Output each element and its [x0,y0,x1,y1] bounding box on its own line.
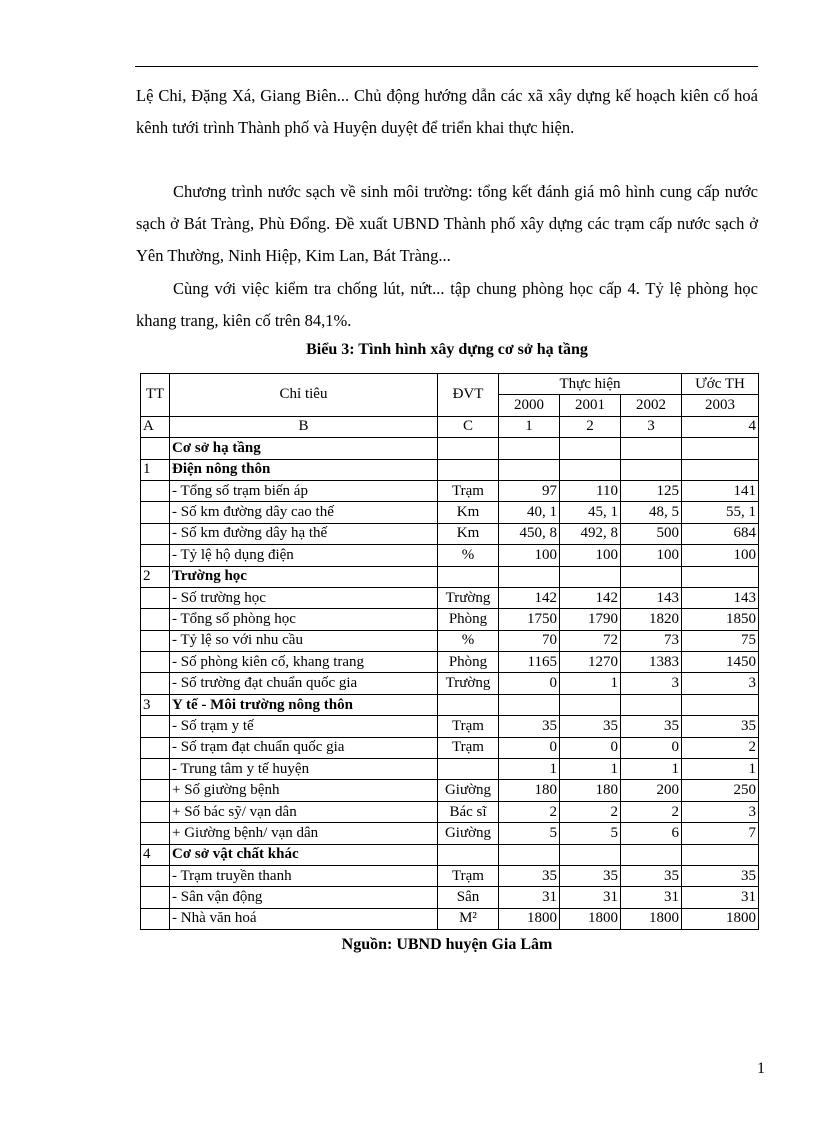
table-row [141,887,759,908]
row-value-2000: 1 [499,759,560,780]
row-value-2002 [621,566,682,587]
row-value-2000 [499,566,560,587]
header-2000: 2000 [499,395,560,416]
row-name: - Tỷ lệ hộ dụng điện [170,545,438,566]
row-value-2003: 7 [682,823,759,844]
table-row [141,759,759,780]
row-value-2003: 35 [682,865,759,886]
row-value-2002: 200 [621,780,682,801]
header-3: 3 [621,416,682,437]
row-unit: % [438,545,499,566]
row-name: Trường học [170,566,438,587]
row-unit: Trường [438,587,499,608]
row-value-2001: 35 [560,716,621,737]
table-row [141,865,759,886]
row-value-2002: 6 [621,823,682,844]
row-value-2001: 1800 [560,908,621,929]
row-unit: Trường [438,673,499,694]
row-value-2003 [682,694,759,715]
row-value-2001: 5 [560,823,621,844]
row-value-2003 [682,459,759,480]
row-tt [141,673,170,694]
row-value-2003: 100 [682,545,759,566]
table-row [141,823,759,844]
row-value-2003: 684 [682,523,759,544]
row-tt [141,630,170,651]
row-value-2003: 35 [682,716,759,737]
row-name: - Tổng số trạm biến áp [170,480,438,501]
row-tt [141,523,170,544]
source-note: Nguồn: UBND huyện Gia Lâm [341,936,553,953]
row-value-2000: 450, 8 [499,523,560,544]
table-row [141,908,759,929]
row-value-2001: 100 [560,545,621,566]
table-row [141,694,759,715]
row-value-2002: 35 [621,716,682,737]
paragraph-3: Cùng với việc kiểm tra chống lút, nứt... tập chung phòng học cấp 4. Tỷ lệ phòng học khang trang, kiên cố trên 84,1%. [136,279,758,330]
page-number: 1 [757,1060,765,1077]
row-value-2002: 35 [621,865,682,886]
row-value-2000 [499,694,560,715]
row-name: - Số km đường dây cao thế [170,502,438,523]
row-tt [141,737,170,758]
row-value-2002: 1800 [621,908,682,929]
header-rule [135,66,758,67]
row-tt [141,545,170,566]
row-value-2000: 0 [499,673,560,694]
row-name: - Số trường học [170,587,438,608]
row-value-2002: 0 [621,737,682,758]
row-value-2002: 125 [621,480,682,501]
header-2: 2 [560,416,621,437]
table-row [141,801,759,822]
row-value-2001 [560,844,621,865]
header-tt: TT [141,374,170,417]
table-row [141,630,759,651]
row-value-2000: 35 [499,865,560,886]
row-value-2003: 143 [682,587,759,608]
table-row [141,523,759,544]
row-unit: Km [438,523,499,544]
row-unit: Giường [438,780,499,801]
row-name: - Tỷ lệ so với nhu cầu [170,630,438,651]
header-b: B [170,416,438,437]
row-value-2001: 142 [560,587,621,608]
row-tt: 2 [141,566,170,587]
row-name: - Số trạm y tế [170,716,438,737]
row-name: - Trung tâm y tế huyện [170,759,438,780]
row-unit: M² [438,908,499,929]
row-value-2000: 0 [499,737,560,758]
row-name: - Số trường đạt chuẩn quốc gia [170,673,438,694]
infrastructure-table [140,373,759,930]
row-value-2000: 142 [499,587,560,608]
table-row [141,844,759,865]
row-value-2000: 70 [499,630,560,651]
row-value-2003: 1800 [682,908,759,929]
row-tt: 3 [141,694,170,715]
header-chitieu: Chỉ tiêu [170,374,438,417]
table-row [141,480,759,501]
row-value-2001: 1 [560,759,621,780]
row-value-2001: 0 [560,737,621,758]
row-unit [438,694,499,715]
row-name: + Giường bệnh/ vạn dân [170,823,438,844]
row-name: - Số trạm đạt chuẩn quốc gia [170,737,438,758]
row-value-2002: 3 [621,673,682,694]
row-unit [438,438,499,459]
row-name: + Số giường bệnh [170,780,438,801]
row-value-2001: 1270 [560,652,621,673]
row-tt [141,865,170,886]
row-value-2003: 3 [682,801,759,822]
row-value-2000: 2 [499,801,560,822]
row-value-2001: 31 [560,887,621,908]
row-value-2000: 180 [499,780,560,801]
row-value-2000 [499,438,560,459]
row-tt [141,587,170,608]
table-row [141,502,759,523]
table-row [141,673,759,694]
header-2001: 2001 [560,395,621,416]
paragraph-2: Chương trình nước sạch về sinh môi trường: tổng kết đánh giá mô hình cung cấp nước sạch ở Bát Tràng, Phù Đổng. Đề xuất UBND Thành phố xây dựng các trạm cấp nước sạch ở Yên Thường, Ninh Hiệp, Kim Lan, Bát Tràng... [136,182,758,265]
row-value-2002: 2 [621,801,682,822]
row-value-2001 [560,566,621,587]
row-value-2002 [621,459,682,480]
row-name: Cơ sở hạ tầng [170,438,438,459]
row-unit: Giường [438,823,499,844]
row-value-2001: 1790 [560,609,621,630]
row-tt: 1 [141,459,170,480]
row-unit [438,759,499,780]
row-value-2001: 492, 8 [560,523,621,544]
row-value-2002 [621,694,682,715]
header-c: C [438,416,499,437]
table-row [141,716,759,737]
row-value-2002: 48, 5 [621,502,682,523]
row-unit: Km [438,502,499,523]
row-unit: Sân [438,887,499,908]
row-value-2001 [560,438,621,459]
table-row [141,566,759,587]
row-unit: Trạm [438,865,499,886]
row-value-2003: 250 [682,780,759,801]
row-value-2001: 180 [560,780,621,801]
row-value-2000: 97 [499,480,560,501]
table-row [141,545,759,566]
row-tt [141,908,170,929]
row-value-2000 [499,844,560,865]
header-4: 4 [682,416,759,437]
row-value-2003: 3 [682,673,759,694]
table-row [141,652,759,673]
row-unit [438,459,499,480]
row-value-2002 [621,438,682,459]
row-tt [141,716,170,737]
row-value-2003: 141 [682,480,759,501]
row-tt [141,480,170,501]
row-value-2002: 500 [621,523,682,544]
row-value-2003: 1850 [682,609,759,630]
row-name: Điện nông thôn [170,459,438,480]
row-value-2003 [682,438,759,459]
row-unit: Phòng [438,652,499,673]
row-value-2003: 75 [682,630,759,651]
table-row [141,737,759,758]
row-name: Y tế - Môi trường nông thôn [170,694,438,715]
header-1: 1 [499,416,560,437]
row-value-2003: 1450 [682,652,759,673]
row-tt [141,438,170,459]
row-value-2000: 1165 [499,652,560,673]
row-unit: Bác sĩ [438,801,499,822]
row-value-2002: 143 [621,587,682,608]
row-tt [141,823,170,844]
row-unit: Trạm [438,480,499,501]
row-value-2003 [682,566,759,587]
row-value-2003: 55, 1 [682,502,759,523]
row-value-2001: 45, 1 [560,502,621,523]
header-uoc: Ước TH [682,374,759,395]
row-tt [141,759,170,780]
row-name: - Số phòng kiên cố, khang trang [170,652,438,673]
table-row [141,780,759,801]
table-row [141,438,759,459]
row-value-2001: 35 [560,865,621,886]
row-unit: % [438,630,499,651]
row-value-2002: 1820 [621,609,682,630]
table-row [141,587,759,608]
row-name: - Tổng số phòng học [170,609,438,630]
row-value-2000: 35 [499,716,560,737]
row-value-2003: 1 [682,759,759,780]
row-value-2001 [560,694,621,715]
header-dvt: ĐVT [438,374,499,417]
row-name: - Số km đường dây hạ thế [170,523,438,544]
row-unit: Phòng [438,609,499,630]
row-tt [141,652,170,673]
row-value-2000: 1750 [499,609,560,630]
row-name: Cơ sở vật chất khác [170,844,438,865]
paragraph-1: Lệ Chi, Đặng Xá, Giang Biên... Chủ động hướng dẫn các xã xây dựng kế hoạch kiên cố hoá kênh tưới trình Thành phố và Huyện duyệt để triển khai thực hiện. [136,86,758,137]
row-name: - Nhà văn hoá [170,908,438,929]
row-value-2000 [499,459,560,480]
row-value-2003 [682,844,759,865]
row-value-2001: 72 [560,630,621,651]
row-value-2003: 2 [682,737,759,758]
row-value-2003: 31 [682,887,759,908]
table-row [141,609,759,630]
row-tt [141,609,170,630]
row-value-2001 [560,459,621,480]
header-a: A [141,416,170,437]
row-tt [141,780,170,801]
table-row [141,459,759,480]
row-value-2002: 100 [621,545,682,566]
row-unit: Trạm [438,737,499,758]
row-value-2002: 1383 [621,652,682,673]
row-unit [438,844,499,865]
row-tt [141,801,170,822]
row-value-2001: 2 [560,801,621,822]
row-tt [141,887,170,908]
row-value-2002: 1 [621,759,682,780]
row-unit [438,566,499,587]
row-value-2000: 100 [499,545,560,566]
row-value-2000: 40, 1 [499,502,560,523]
row-name: - Sân vận động [170,887,438,908]
row-unit: Trạm [438,716,499,737]
row-value-2000: 1800 [499,908,560,929]
row-value-2002: 31 [621,887,682,908]
row-name: - Trạm truyền thanh [170,865,438,886]
row-tt [141,502,170,523]
header-2003: 2003 [682,395,759,416]
row-value-2000: 31 [499,887,560,908]
header-thuchien: Thực hiện [499,374,682,395]
header-2002: 2002 [621,395,682,416]
row-name: + Số bác sỹ/ vạn dân [170,801,438,822]
table-title: Biểu 3: Tình hình xây dựng cơ sở hạ tầng [306,341,588,358]
row-value-2002 [621,844,682,865]
row-value-2001: 1 [560,673,621,694]
row-tt: 4 [141,844,170,865]
row-value-2000: 5 [499,823,560,844]
row-value-2001: 110 [560,480,621,501]
row-value-2002: 73 [621,630,682,651]
